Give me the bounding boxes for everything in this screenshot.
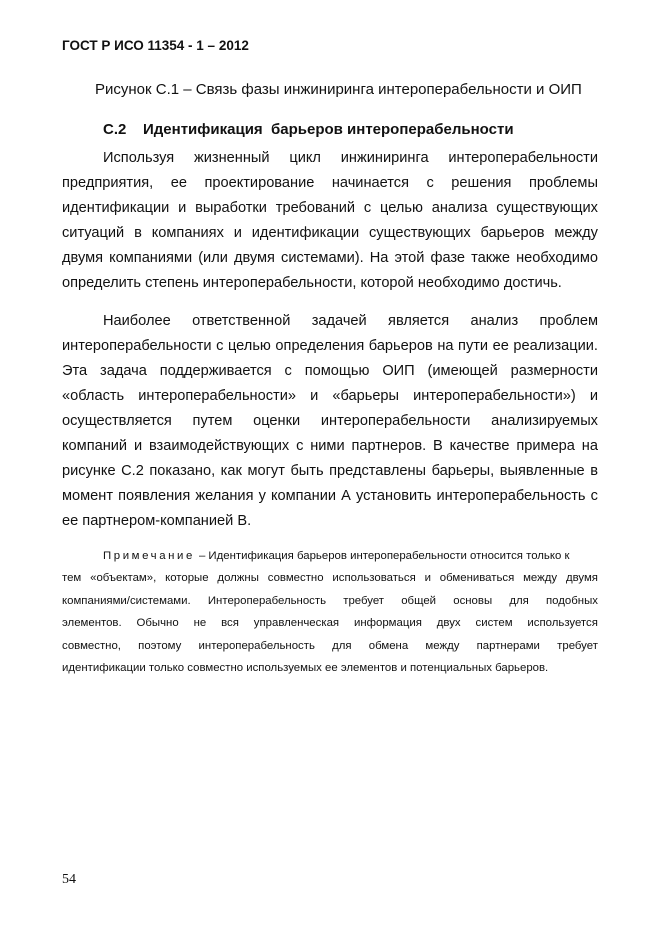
- word: систем: [475, 617, 513, 630]
- word: момент: [62, 488, 114, 504]
- word: проблем: [539, 313, 598, 329]
- word: с: [590, 488, 598, 504]
- word: интероперабельности: [320, 413, 471, 429]
- word: На: [369, 250, 389, 266]
- page-number: 54: [62, 872, 76, 887]
- word: этой: [394, 250, 425, 266]
- text-line: [62, 545, 598, 567]
- word: на: [437, 338, 454, 354]
- word: используется: [527, 617, 598, 630]
- word: основы: [453, 594, 493, 607]
- word: начинается: [331, 175, 409, 191]
- word: с: [284, 363, 292, 379]
- word: инжиниринга: [340, 150, 429, 166]
- word: путем: [192, 413, 233, 429]
- paragraph: [62, 309, 598, 534]
- word: анализируемых: [491, 413, 598, 429]
- word: осуществляется: [62, 413, 172, 429]
- word: является: [388, 313, 450, 329]
- word: элементов.: [62, 617, 122, 630]
- word: идентификации: [62, 200, 170, 216]
- word: реализации.: [513, 338, 598, 354]
- word: и: [178, 200, 187, 216]
- word: пути: [458, 338, 489, 354]
- word: в: [134, 225, 142, 241]
- word: обмениваться: [439, 572, 515, 585]
- word: С.2: [121, 463, 144, 479]
- note: [62, 545, 598, 679]
- word: целью: [227, 338, 271, 354]
- section-number: С.2: [103, 121, 127, 138]
- text-line: [62, 409, 598, 434]
- word: необходимо: [516, 250, 598, 266]
- word: ее: [492, 338, 509, 354]
- document-header: ГОСТ Р ИСО 11354 - 1 – 2012: [62, 38, 249, 53]
- word: взаимодействующих: [148, 438, 290, 454]
- word: как: [220, 463, 242, 479]
- word: компаниях: [151, 225, 224, 241]
- word: Интероперабельность: [207, 594, 327, 607]
- text-line: [62, 246, 598, 271]
- word: жизненный: [194, 150, 270, 166]
- word: «объектам»,: [90, 572, 157, 585]
- word: обмена: [368, 639, 409, 652]
- text-line: [62, 334, 598, 359]
- word: партнеров.: [351, 438, 427, 454]
- word: проблемы: [528, 175, 598, 191]
- text-line: [62, 384, 598, 409]
- word: между: [425, 639, 460, 652]
- section-title: Идентификация барьеров интероперабельности: [143, 121, 514, 138]
- word: задачей: [311, 313, 367, 329]
- word: и: [233, 225, 242, 241]
- word: вся: [221, 617, 239, 630]
- word: двумя: [565, 572, 598, 585]
- word: В: [433, 438, 443, 454]
- word: не: [193, 617, 207, 630]
- word: управленческая: [253, 617, 340, 630]
- paragraph: [62, 146, 598, 296]
- note-text: – Идентификация барьеров интероперабельности относится только к: [198, 550, 570, 562]
- word: предприятия,: [62, 175, 154, 191]
- word: показано,: [149, 463, 216, 479]
- figure-caption: Рисунок С.1 – Связь фазы инжиниринга интероперабельности и ОИП: [95, 81, 582, 98]
- word: цикл: [289, 150, 321, 166]
- word: интероперабельность: [436, 488, 586, 504]
- word: ответственной: [192, 313, 291, 329]
- text-line: [62, 221, 598, 246]
- text-line: ее партнером-компанией В.: [62, 513, 252, 529]
- word: совместно,: [62, 639, 121, 652]
- word: и: [310, 388, 319, 404]
- word: определения: [275, 338, 365, 354]
- word: интероперабельности: [62, 338, 212, 354]
- word: с: [426, 175, 434, 191]
- word: размерности: [510, 363, 598, 379]
- word: «барьеры: [332, 388, 400, 404]
- word: «область: [62, 388, 125, 404]
- word: рисунке: [62, 463, 116, 479]
- word: информация: [353, 617, 422, 630]
- word: на: [581, 438, 598, 454]
- text-line: [62, 309, 598, 334]
- word: с: [296, 438, 304, 454]
- text-line: [62, 459, 598, 484]
- text-line: [62, 484, 598, 509]
- word: и: [424, 572, 431, 585]
- word: представлены: [329, 463, 427, 479]
- text-line: [62, 359, 598, 384]
- word: могут: [247, 463, 285, 479]
- word: компании: [270, 488, 337, 504]
- word: подобных: [546, 594, 598, 607]
- word: совместно: [267, 572, 324, 585]
- word: с: [216, 338, 224, 354]
- word: у: [258, 488, 266, 504]
- word: выработки: [195, 200, 267, 216]
- word: (или: [198, 250, 228, 266]
- word: требует: [557, 639, 598, 652]
- text-line: [62, 567, 598, 589]
- word: целью: [380, 200, 423, 216]
- text-line: [62, 146, 598, 171]
- word: партнерами: [476, 639, 540, 652]
- text-line: идентификации только совместно используемых ее элементов и потенциальных барьеров.: [62, 661, 549, 674]
- word: быть: [290, 463, 324, 479]
- word: Обычно: [136, 617, 179, 630]
- word: анализа: [431, 200, 488, 216]
- word: между: [523, 572, 558, 585]
- word: Наиболее: [103, 313, 171, 329]
- word: для: [509, 594, 529, 607]
- word: интероперабельности»: [138, 388, 296, 404]
- word: также: [471, 250, 511, 266]
- word: двумя: [233, 250, 275, 266]
- word: существующих: [496, 200, 598, 216]
- word: примера: [516, 438, 575, 454]
- word: ОИП: [382, 363, 415, 379]
- word: которые: [165, 572, 209, 585]
- word: общей: [401, 594, 437, 607]
- word: системами).: [281, 250, 364, 266]
- word: интероперабельности»): [413, 388, 576, 404]
- text-line: [62, 590, 598, 612]
- word: барьеры,: [431, 463, 495, 479]
- word: двух: [436, 617, 461, 630]
- word: компаниями/системами.: [62, 594, 191, 607]
- word: качестве: [449, 438, 510, 454]
- word: с: [363, 200, 372, 216]
- text-line: [62, 635, 598, 657]
- word: интероперабельность: [198, 639, 315, 652]
- text-line: [62, 196, 598, 221]
- word: компаниями: [109, 250, 193, 266]
- word: между: [554, 225, 598, 241]
- word: появления: [118, 488, 191, 504]
- text-line: [62, 434, 598, 459]
- word: ситуаций: [62, 225, 125, 241]
- word: требований: [275, 200, 356, 216]
- word: существующих: [368, 225, 471, 241]
- word: и: [133, 438, 143, 454]
- word: Используя: [103, 150, 175, 166]
- note-label: Примечание: [103, 550, 195, 562]
- word: компаний: [62, 438, 128, 454]
- word: анализ: [470, 313, 519, 329]
- section-heading: [103, 121, 514, 138]
- word: А: [341, 488, 351, 504]
- text-line: [62, 171, 598, 196]
- word: (имеющей: [427, 363, 498, 379]
- word: фазе: [430, 250, 466, 266]
- word: задача: [100, 363, 147, 379]
- word: выявленные: [499, 463, 585, 479]
- word: Эта: [62, 363, 88, 379]
- text-line: [62, 612, 598, 634]
- word: ними: [310, 438, 345, 454]
- word: идентификации: [251, 225, 360, 241]
- word: и: [589, 388, 598, 404]
- word: поддерживается: [159, 363, 272, 379]
- word: ее: [170, 175, 187, 191]
- word: помощью: [304, 363, 370, 379]
- word: установить: [355, 488, 432, 504]
- word: оценки: [253, 413, 301, 429]
- word: требует: [343, 594, 385, 607]
- word: двумя: [62, 250, 104, 266]
- word: барьеров: [368, 338, 433, 354]
- word: в: [590, 463, 598, 479]
- word: использоваться: [332, 572, 416, 585]
- text-line: определить степень интероперабельности, которой необходимо достичь.: [62, 275, 562, 291]
- word: интероперабельности: [448, 150, 598, 166]
- word: желания: [195, 488, 254, 504]
- word: должны: [217, 572, 259, 585]
- word: барьеров: [480, 225, 545, 241]
- word: проектирование: [204, 175, 315, 191]
- word: поэтому: [138, 639, 182, 652]
- word: решения: [451, 175, 512, 191]
- word: тем: [62, 572, 82, 585]
- word: для: [332, 639, 352, 652]
